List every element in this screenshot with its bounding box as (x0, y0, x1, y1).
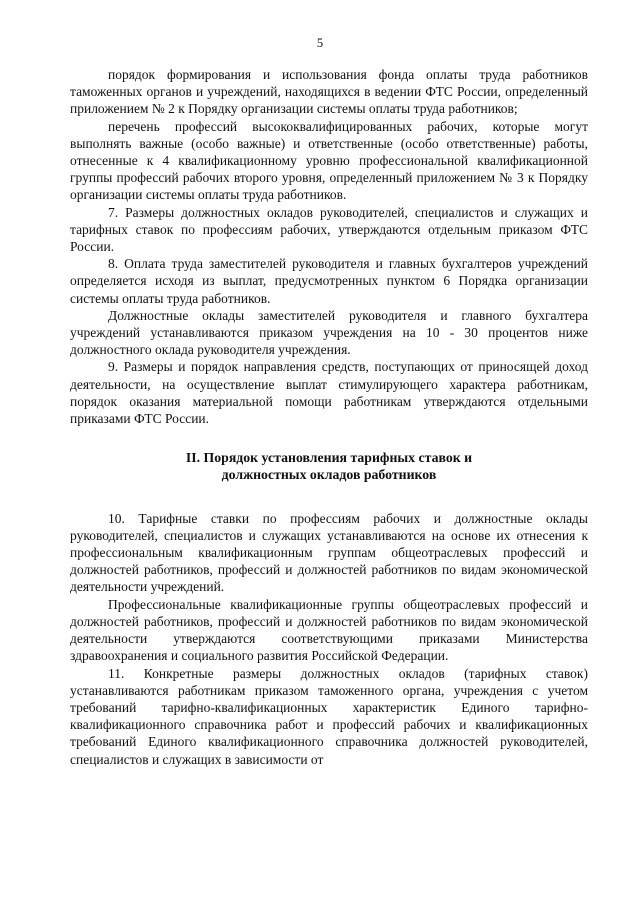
paragraph-professions-list: перечень профессий высококвалифицированных рабочих, которые могут выполнять важные (особо важные) и ответственные (особо ответственные) работы, отнесенные к 4 квалификационному уровню профессиональной квалификационной группы профессий рабочих второго уровня, определенный приложением № 3 к Порядку организации системы оплаты труда работников. (70, 118, 588, 203)
paragraph-item-8: 8. Оплата труда заместителей руководителя и главных бухгалтеров учреждений определяется исходя из выплат, предусмотренных пунктом 6 Порядка организации системы оплаты труда работников. (70, 256, 588, 306)
document-body (70, 66, 588, 768)
paragraph-item-9: 9. Размеры и порядок направления средств, поступающих от приносящей доход деятельности, на осуществление выплат стимулирующего характера работникам, порядок оказания материальной помощи работникам утверждаются отдельными приказами ФТС России. (70, 359, 588, 427)
paragraph-item-7: 7. Размеры должностных окладов руководителей, специалистов и служащих и тарифных ставок по профессиям рабочих, утверждаются отдельным приказом ФТС России. (70, 204, 588, 255)
paragraph-item-10: 10. Тарифные ставки по профессиям рабочих и должностные оклады руководителей, специалистов и служащих устанавливаются на основе их отнесения к профессиональным квалификационным группам общеотраслевых профессий и должностей работников, профессий и должностей работников по видам экономической деятельности учреждений. (70, 510, 588, 595)
section-heading-line-2: должностных окладов работников (221, 467, 437, 483)
page-number: 5 (316, 36, 324, 50)
section-heading (70, 449, 588, 483)
paragraph-deputy-salaries: Должностные оклады заместителей руководителя и главного бухгалтера учреждений устанавливаются приказом учреждения на 10 - 30 процентов ниже должностного оклада руководителя учреждения. (70, 307, 588, 358)
section-heading-line-1: II. Порядок установления тарифных ставок и (185, 450, 473, 466)
paragraph-fund-order: порядок формирования и использования фонда оплаты труда работников таможенных органов и учреждений, находящихся в ведении ФТС России, определенный приложением № 2 к Порядку организации системы оплаты труда работников; (70, 67, 588, 117)
paragraph-qualification-groups: Профессиональные квалификационные группы общеотраслевых профессий и должностей работников, профессий и должностей работников по видам экономической деятельности утверждаются соответствующими приказами Министерства здравоохранения и социального развития Российской Федерации. (70, 596, 588, 664)
paragraph-item-11: 11. Конкретные размеры должностных окладов (тарифных ставок) устанавливаются работникам приказом таможенного органа, учреждения с учетом требований тарифно-квалификационных характеристик Единого тарифно-квалификационного справочника работ и профессий рабочих и квалификационных требований Единого квалификационного справочника должностей руководителей, специалистов и служащих в зависимости от (70, 665, 588, 767)
